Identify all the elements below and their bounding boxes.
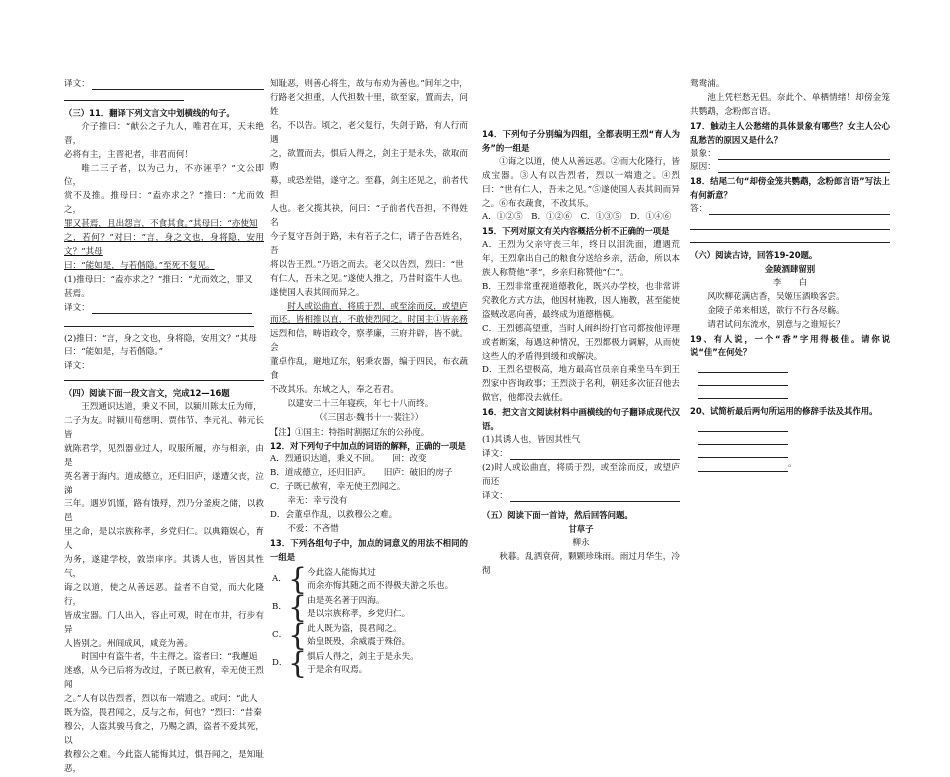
translation-blank[interactable]: 译文： [482,490,680,504]
section-6-heading: （六）阅读古诗，回答19-20题。 [690,250,818,261]
question-17: 17．触动主人公愁绪的具体景象有哪些？女主人公心乱愁苦的原因又是什么？ [690,120,890,145]
q14-choices[interactable]: A．①②⑤ B．①②⑥ C．①③⑤ D．①④⑥ [482,212,672,223]
answer-line[interactable] [698,432,788,445]
underlined-line: 罪又甚焉，且出怨言，不食其食。”其母曰：“亦使知 [64,219,258,230]
q16-sentence-1: (1)其诱人也，皆因其性气 [482,434,581,445]
section-4-heading: （四）阅读下面一段文言文，完成12—16题 [64,388,230,399]
text-line: 不改其乐。东域之人，奉之若君。 [270,384,399,395]
text-line: 之。”人有以告烈者，烈以布一端遗之。或问：“此人 [64,694,258,705]
text-line: 人皆别之。州闾成风，咸竞为善。 [64,638,193,649]
text-line: 英名著于海内。道成德立，还归旧庐，遂遭父丧，泣涕 [64,471,264,496]
text-line: 王烈通识达道，秉义不回，以颍川陈太丘为师， [81,402,262,413]
underlined-line: 曰：“能如是，与若偕隐。”至死不复见。 [64,260,215,271]
brace-icon: { [288,561,308,597]
answer-line[interactable] [64,374,264,381]
option-d-gloss: 不爱：不吝惜 [270,524,339,534]
poem2-line: 金陵子弟来相送，欲行不行各尽觞。 [707,305,845,316]
text-line: 赏不及推。推母曰：“盍亦求之？”推曰：“尤而效之， [64,191,264,216]
q13-option-a[interactable]: A． { 今此盗人能悔其过 而余亦悔其随之而不得极夫游之乐也。 [272,561,454,597]
question-14: 14．下列句子分别编为四组，全都表明王烈“育人为务”的一组是 [482,129,680,153]
poem2-title: 金陵酒肆留别 [764,263,816,274]
poem-line: 池上凭栏愁无侣。奈此个、单栖情绪！却傍金笼共鹦鹉，念粉郎言语。 [690,92,890,117]
poem2-line: 风吹柳花满店香，吴姬压酒唤客尝。 [707,291,845,302]
text-line: 以建安二十三年寝疾，年七十八而终。 [287,398,434,409]
column-2 [270,78,468,679]
poem2-author: 李 白 [772,277,808,288]
option-c[interactable]: C．王烈德高望重，当时人闹纠纷打官司都按他评理或者断案，每遇这种情况，王烈都极力调解，从而使这些人的矛盾得到缓和或解决。 [482,323,680,362]
text-line: 名，不以告。顷之，老父复行，失剑于路，有人行而遇 [270,120,468,145]
scene-answer[interactable]: 景象： [690,148,890,162]
brace-icon: { [288,617,308,653]
option-a[interactable]: A．王烈为父亲守丧三年，终日以泪洗面，遭遇荒年，王烈拿出自己的粮食分送给乡亲，活命，所以本族人称赞他“孝”，乡亲归称赞他“仁”。 [482,240,680,279]
text-line: 皆成宝器。门人出入，容止可观，时在市井，行步有异 [64,610,264,635]
brace-icon: { [288,589,308,625]
question-13: 13．下列各组句子中，加点的词意义的用法不相同的一组是 [270,537,468,562]
text-line: 有仁人，吾未之见。”遂使人推之，乃昔时盗牛人也。 [270,273,468,284]
column-3 [482,128,680,579]
answer-line[interactable] [690,230,890,243]
q16-sentence-2: (2)时人或讼曲直，将质于烈，或至涂而反，或望庐而还 [482,462,680,487]
poem2-line: 请君试问东流水，别意与之谁短长？ [707,319,845,330]
text-line: 董卓作乱，避地辽东，躬秉农器，编于四民，布衣蔬食 [270,357,468,382]
text-line: 知耻恶，则善心将生，故与布劝为善也。”间年之中， [270,79,468,89]
text-line: 迷惑，从今已后将为改过，子既已赦宥，幸无使王烈闻 [64,666,264,691]
text-line: 三年。遇岁饥馑，路有饿殍，烈乃分釜庾之储，以救邑 [64,499,264,524]
text-line: 诲之以道，使之从善远恶。益者不自觉，而大化隆行， [64,582,264,607]
column-4 [690,78,890,472]
option-d[interactable]: D．王烈名望极高，地方最高官员亲自乘坐马车到王烈家中咨询政事；王烈淡于名利，朝廷多次征召他去做官，他都没去就任。 [482,365,680,404]
text-line: 唯二三子者，以为己力，不亦诬乎？”文公即位， [64,163,264,188]
text-line: 二子为友。时颍川荀慈明、贾伟节、李元礼、韩元长皆 [64,416,264,440]
text-line: 就陈君学，见烈器业过人，叹服所履，亦与相亲，由是 [64,443,264,468]
text-line: 为务，遂建学校，敦崇庠序。其诱人也，皆因其性气， [64,555,264,579]
question-20: 20、试简析最后两句所运用的修辞手法及其作用。 [690,406,878,417]
text-line: 行路老父担重，人代担数十里，欲至家，置而去，问姓 [270,92,468,117]
underlined-line: 而还。皆相推以直，不敢使烈闻之。时国主①皆亲務 [270,315,468,326]
answer-line[interactable] [698,373,788,386]
option-b[interactable]: B．王烈非常重视道德教化，既兴办学校，也非常讲究教化方式方法，他因材施教，因人施教，甚至能使盗贼改恶向善，最终成为道德楷模。 [482,281,680,320]
q14-items: ①诲之以道，使人从善远恶。②而大化隆行，皆成宝器。③人有以告烈者，烈以一端遗之。④烈曰：“世有仁人，吾未之见。”⑤遂使国人表其闾而异之。⑥布衣蔬食，不改其乐。 [482,156,680,209]
underlined-line: 之，若何？”对曰：“言，身之文也，身将隐，安用文？”其母 [64,233,264,257]
text-line: 募，或恐差错，遂守之。至暮，剑主还见之，前者代担 [270,176,468,201]
answer-line[interactable] [690,217,890,230]
question-line: 曰：“能如是，与若偕隐。” [64,347,164,358]
reason-answer[interactable]: 原因： [690,161,890,175]
translation-blank[interactable]: 译文： [64,78,264,92]
brace-icon: { [288,645,308,681]
question-19: 19、有人说，一个“香”字用得极佳。请你说说“佳”在何处？ [690,333,890,358]
question-line: (2)推曰：“言，身之文也，身将隐，安用文？”其母 [64,333,257,344]
text-line: 穆公，人盗其骏马食之，乃赐之酒，盗者不爱其死，以 [64,721,264,746]
translation-label: 译文： [64,361,90,372]
answer-line[interactable] [698,419,788,432]
underlined-line: 时人或讼曲直，将质于烈，或至涂而反，或望庐 [287,301,468,312]
option-c-gloss: 幸无：幸亏没有 [270,496,348,507]
translation-blank[interactable]: 译文： [64,302,264,316]
column-1 [64,78,264,777]
text-line: 将以告王烈。”乃语之而去。老父以告烈，烈曰：“世 [270,259,464,270]
text-line: 介子推曰：“献公之子九人，唯君在耳，天未绝晋， [64,121,264,146]
question-line: 甚焉。 [64,288,90,299]
option-c[interactable]: C．子既已赦宥，幸无使王烈闻之。 [270,482,406,493]
text-line: 必将有主，主晋祀者，非君而何！ [64,149,193,160]
answer-line[interactable] [64,92,184,101]
text-line: 远烈和信，畴诣政令，察孝廉，三府并辟，皆不就。会 [270,329,468,354]
option-d[interactable]: D．会董卓作乱，以救穆公之难。 [270,510,398,521]
question-16: 16．把文言文阅读材料中画横线的句子翻译成现代汉语。 [482,407,680,432]
poem-author: 柳永 [572,538,590,549]
answer-line[interactable] [698,360,788,373]
answer-line[interactable] [698,445,788,458]
q13-option-c[interactable]: C． { 此人既为盗，畏君闻之。 始皇既殁，余威震于殊俗。 [272,617,411,653]
poem-line: 秋暮。乱洒衰荷，颗颗珍珠雨。雨过月华生，冷彻 [482,552,680,577]
answer-line[interactable] [64,316,254,327]
question-line: (1)推母曰：“盍亦求之？”推曰：“尤而效之，罪又 [64,274,253,285]
text-line: 今子复守吾剑于路，未有若子之仁，请子告吾姓名，吾 [270,231,468,256]
footnote: 【注】①国主：特指时割据辽东的公孙度。 [270,426,430,437]
question-18: 18．结尾二句“却傍金笼共鹦鹉，念粉郎言语”写法上有何新意？ [690,176,890,201]
poem-line: 鸳鸯浦。 [690,79,725,89]
translation-blank[interactable]: 译文： [482,448,680,462]
section-3-heading: （三）11．翻译下列文言文中划横线的句子。 [64,107,235,118]
text-line: 既为盗，畏君闻之，反与之布，何也？”烈曰：“昔秦 [64,708,262,719]
option-a[interactable]: A．烈通识达道，秉义不回。 回：改变 [270,454,427,465]
text-line: 救穆公之难。今此盗人能悔其过，惧吾闻之，是知耻恶， [64,749,264,774]
final-answer-line[interactable]: 。 [690,458,890,472]
answer-line[interactable] [698,386,788,399]
text-line: 时国中有盗牛者，牛主得之。盗者曰：“我邂逅 [81,652,258,663]
text-line: 人也。老父揽其袂，问曰：“子前者代吾担，不得姓名 [270,204,468,229]
poem-title: 甘草子 [568,524,594,535]
question-15: 15．下列对原文有关内容概括分析不正确的一项是 [482,226,670,237]
text-line: 之，欲置而去，惧后人得之，剑主于是永失，欲取而购 [270,148,468,173]
q13-option-b[interactable]: B． { 由是英名著于四海。 是以宗族称孝，乡党归仁。 [272,589,411,625]
option-b[interactable]: B．道成德立，还归旧庐。 旧庐：破旧的房子 [270,468,453,479]
q13-option-d[interactable]: D． { 惧后人得之，剑主于是永失。 于是余有叹焉。 [272,645,419,681]
text-line: 里之命，是以宗族称孝，乡党归仁。以典籍娱心，育人 [64,527,264,552]
section-5-heading: （五）阅读下面一首诗，然后回答问题。 [482,510,633,521]
question-12: 12．对下列句子中加点的词语的解释，正确的一项是 [270,440,466,451]
text-line: 遂使国人表其闾而异之。 [270,287,365,298]
q18-answer[interactable]: 答： [690,203,890,217]
source-citation: （《三国志·魏书十一·裴注》） [314,412,424,423]
